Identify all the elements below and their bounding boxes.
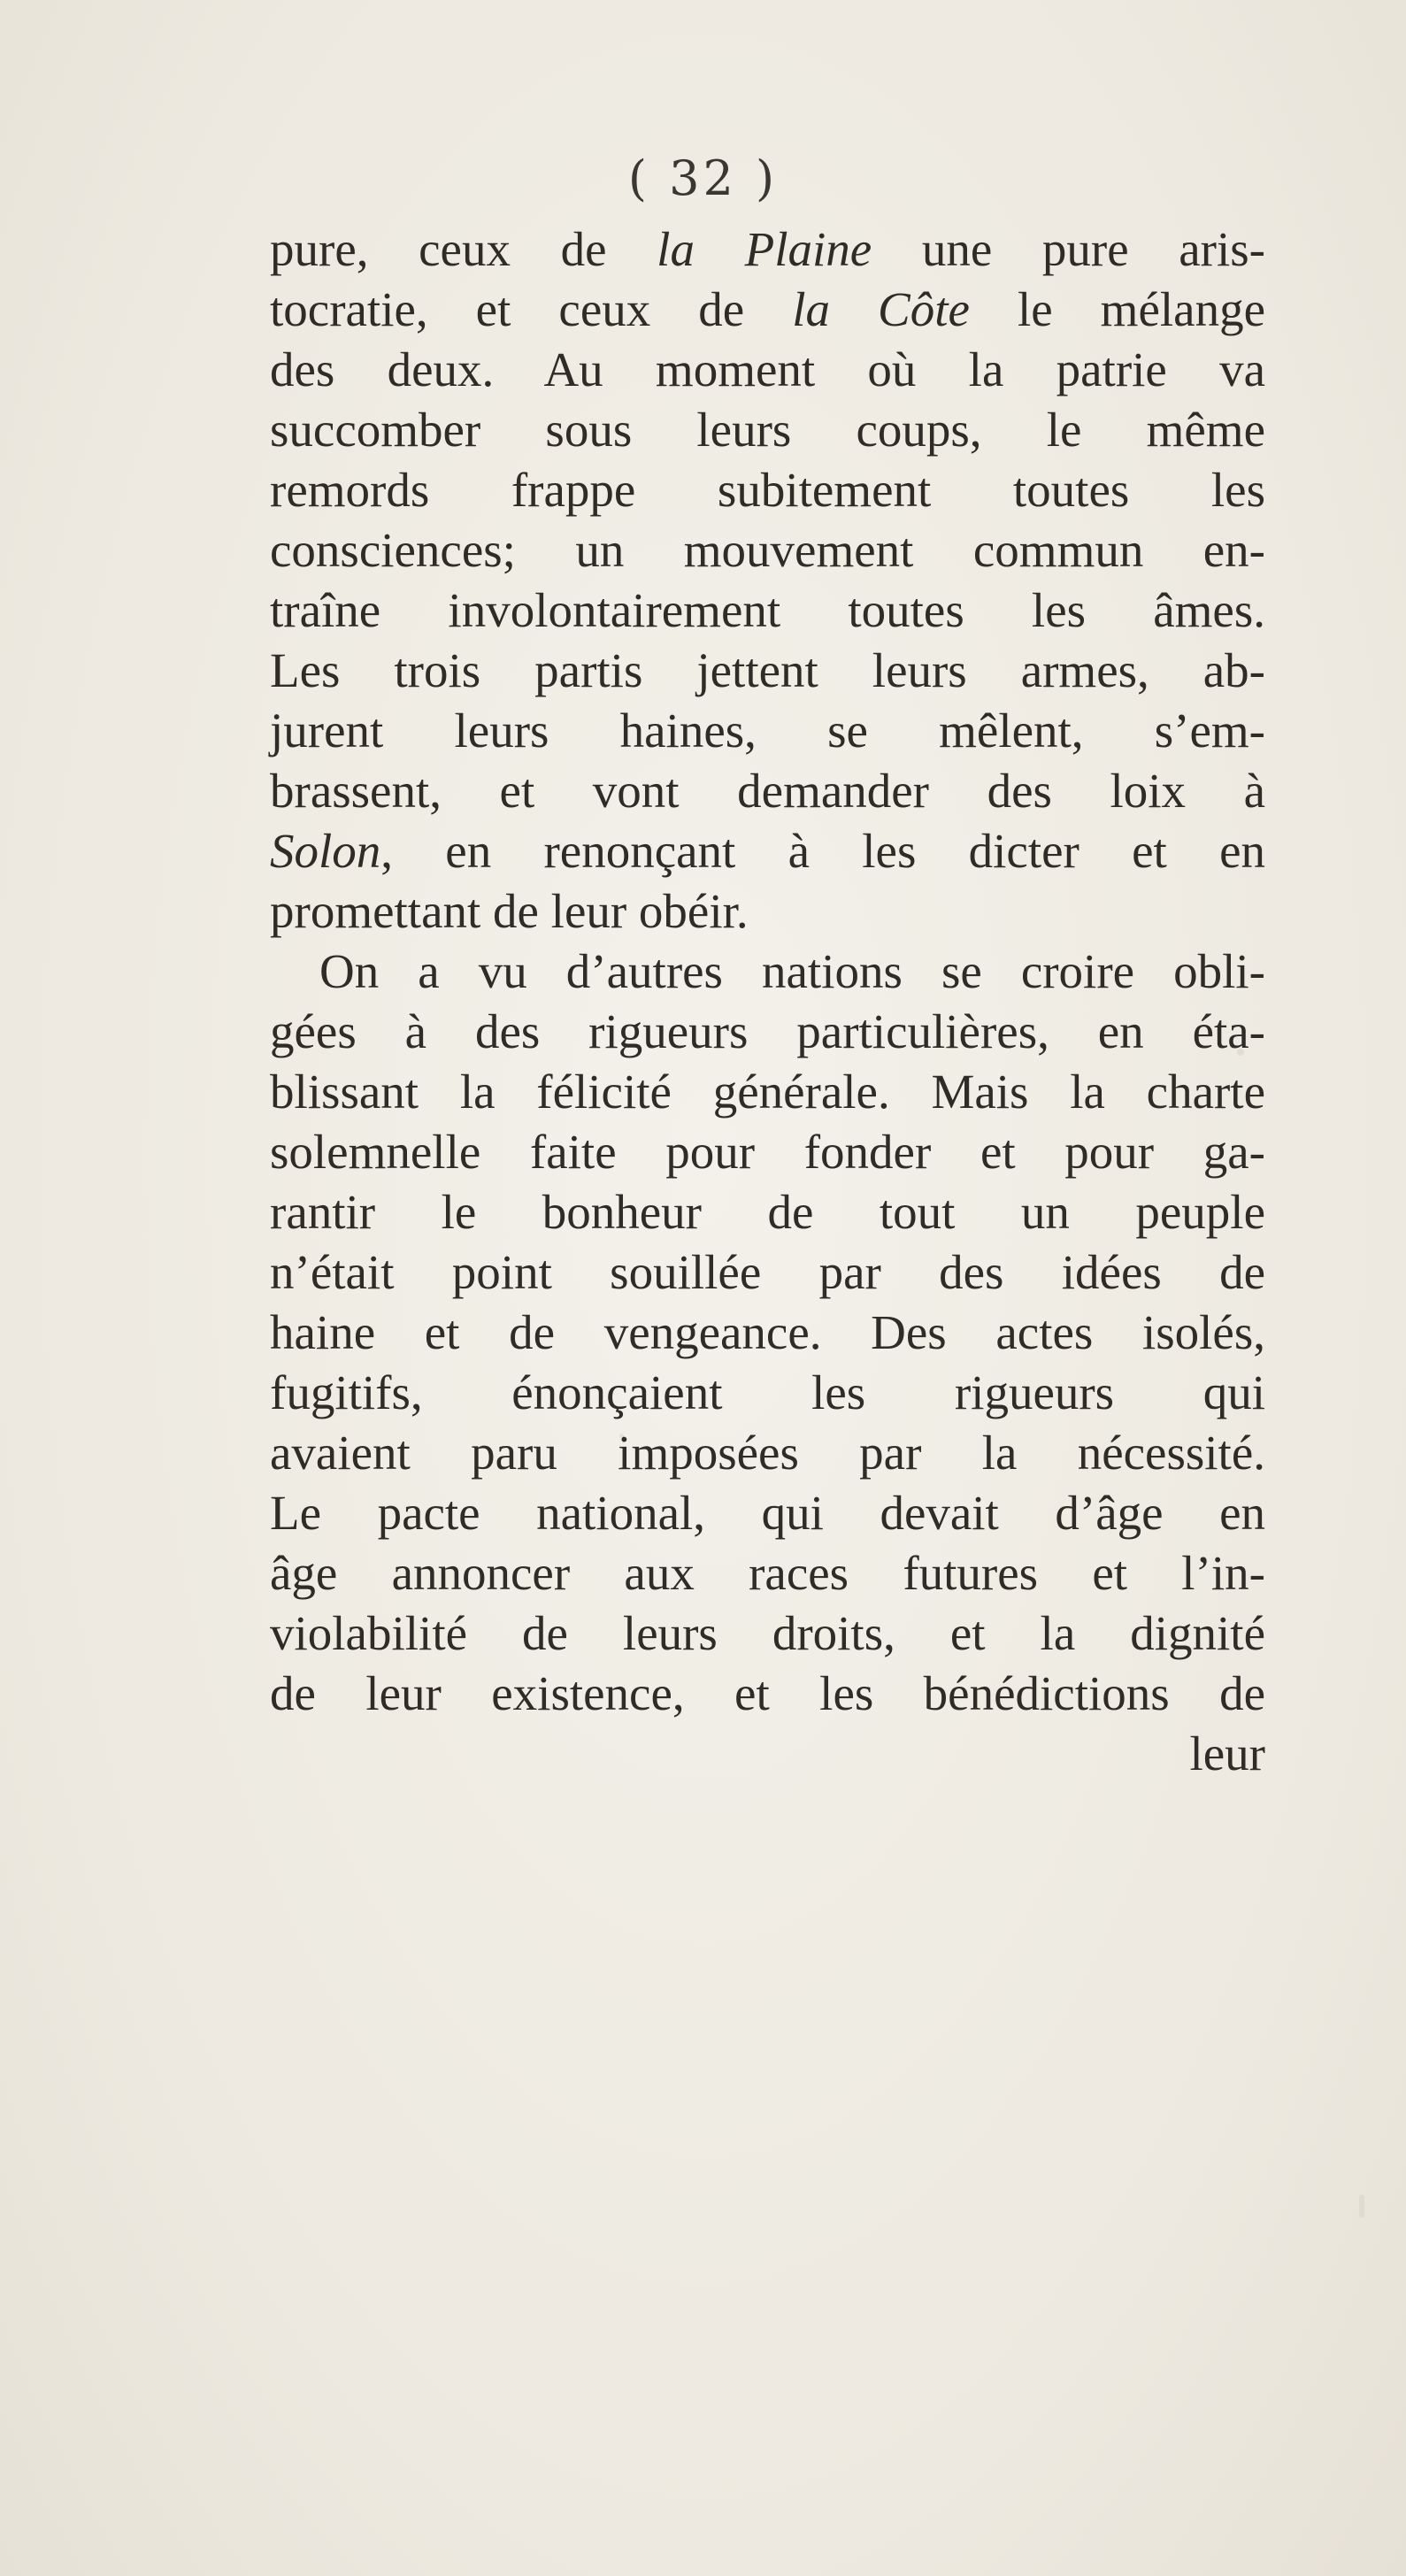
text-segment: remords frappe subitement toutes les bbox=[270, 463, 1265, 517]
text-line bbox=[270, 881, 1265, 942]
text-line bbox=[270, 1242, 1265, 1303]
text-line bbox=[270, 1483, 1265, 1543]
text-segment: des deux. Au moment où la patrie va bbox=[270, 342, 1265, 396]
text-line bbox=[270, 1664, 1265, 1724]
text-segment: une pure aris- bbox=[872, 222, 1265, 276]
text-segment: traîne involontairement toutes les âmes. bbox=[270, 583, 1265, 637]
text-segment: Les trois partis jettent leurs armes, ab- bbox=[270, 643, 1265, 697]
text-line bbox=[270, 942, 1265, 1002]
text-line bbox=[270, 581, 1265, 641]
text-line bbox=[270, 400, 1265, 460]
text-line bbox=[270, 219, 1265, 280]
text-line bbox=[270, 1543, 1265, 1603]
text-segment: blissant la félicité générale. Mais la charte bbox=[270, 1065, 1265, 1119]
text-segment: haine et de vengeance. Des actes isolés, bbox=[270, 1305, 1265, 1359]
text-segment: , en renonçant à les dicter et en bbox=[380, 824, 1265, 878]
italic-text: la Côte bbox=[792, 282, 970, 336]
text-segment: Le pacte national, qui devait d’âge en bbox=[270, 1486, 1265, 1540]
text-segment: le mélange bbox=[969, 282, 1265, 336]
text-segment: pure, ceux de bbox=[270, 222, 657, 276]
text-line bbox=[270, 1603, 1265, 1664]
italic-text: la Plaine bbox=[657, 222, 872, 276]
text-line bbox=[270, 1002, 1265, 1062]
text-segment: n’était point souillée par des idées de bbox=[270, 1245, 1265, 1299]
text-segment: avaient paru imposées par la nécessité. bbox=[270, 1426, 1265, 1480]
text-line bbox=[270, 1303, 1265, 1363]
text-segment: On a vu d’autres nations se croire obli- bbox=[319, 944, 1265, 998]
text-segment: consciences; un mouvement commun en- bbox=[270, 523, 1265, 577]
text-segment: violabilité de leurs droits, et la dignité bbox=[270, 1606, 1265, 1660]
text-line bbox=[270, 280, 1265, 340]
text-segment: fugitifs, énonçaient les rigueurs qui bbox=[270, 1365, 1265, 1419]
text-line bbox=[270, 641, 1265, 701]
catchword: leur bbox=[1189, 1726, 1265, 1780]
body-text bbox=[270, 219, 1265, 1784]
text-line bbox=[270, 1062, 1265, 1122]
text-segment: promettant de leur obéir. bbox=[270, 884, 749, 938]
text-line bbox=[270, 340, 1265, 400]
page-number: ( 32 ) bbox=[627, 150, 779, 206]
text-line bbox=[270, 821, 1265, 881]
text-line bbox=[270, 1363, 1265, 1423]
text-line bbox=[270, 460, 1265, 520]
text-segment: jurent leurs haines, se mêlent, s’em- bbox=[270, 704, 1265, 757]
text-line bbox=[270, 761, 1265, 821]
text-line bbox=[270, 1122, 1265, 1182]
text-line bbox=[270, 520, 1265, 581]
text-segment: gées à des rigueurs particulières, en éta- bbox=[270, 1004, 1265, 1058]
text-segment: brassent, et vont demander des loix à bbox=[270, 764, 1265, 818]
italic-text: Solon bbox=[270, 824, 381, 878]
text-segment: rantir le bonheur de tout un peuple bbox=[270, 1185, 1265, 1239]
text-segment: solemnelle faite pour fonder et pour ga- bbox=[270, 1125, 1265, 1179]
text-line bbox=[270, 701, 1265, 761]
text-line bbox=[270, 1423, 1265, 1483]
text-segment: succomber sous leurs coups, le même bbox=[270, 403, 1265, 457]
text-segment: tocratie, et ceux de bbox=[270, 282, 793, 336]
text-line bbox=[270, 1182, 1265, 1242]
text-segment: de leur existence, et les bénédictions de bbox=[270, 1666, 1265, 1720]
text-segment: âge annoncer aux races futures et l’in- bbox=[270, 1546, 1265, 1600]
